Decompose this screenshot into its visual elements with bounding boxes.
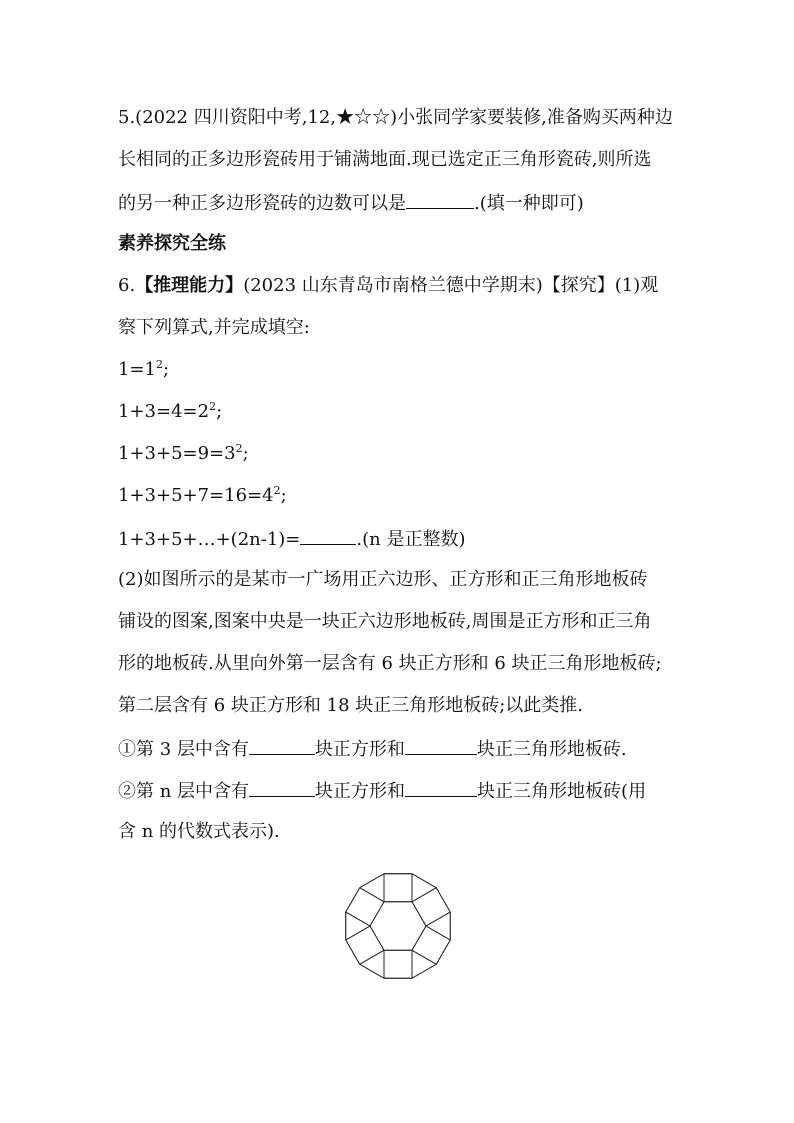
q6-tag: 【推理能力】	[135, 275, 244, 296]
eq2-exponent: 2	[209, 400, 217, 413]
layer1-square	[384, 950, 412, 978]
sub2-blank-triangles[interactable]	[405, 778, 477, 797]
subquestion-2	[118, 778, 646, 804]
q6-part2-line-4: 第二层含有 6 块正方形和 18 块正三角形地板砖;以此类推.	[118, 695, 584, 716]
section-title: 素养探究全练	[118, 233, 226, 254]
subquestion-2-cont: 含 n 的代数式表示).	[118, 821, 280, 842]
q6-line-1-text: (2023 山东青岛市南格兰德中学期末)【探究】(1)观	[243, 275, 659, 296]
eq2-text: 1+3=4=2	[118, 401, 210, 422]
sub2-text: ②第 n 层中含有	[118, 781, 250, 802]
layer1-square	[346, 888, 384, 926]
layer1-triangle	[412, 950, 436, 978]
eq4-text: 1+3+5+7=16=4	[118, 485, 274, 506]
q5-line-1: 5.(2022 四川资阳中考,12,★☆☆)小张同学家要装修,准备购买两种边	[118, 107, 673, 128]
q5-line-3	[118, 190, 584, 216]
q6-part2-line-1: (2)如图所示的是某市一广场用正六边形、正方形和正三角形地板砖	[118, 569, 648, 590]
q5-line-3-tail: .(填一种即可)	[474, 193, 584, 214]
eq4-end: ;	[280, 485, 287, 506]
layer1-square	[346, 926, 384, 964]
sub2-blank-squares[interactable]	[249, 778, 315, 797]
q5-line-3-text: 的另一种正多边形瓷砖的边数可以是	[118, 193, 406, 214]
eq5-text: 1+3+5+…+(2n-1)=	[118, 529, 301, 550]
eq5-tail: .(n 是正整数)	[356, 529, 466, 550]
layer1-square	[384, 874, 412, 902]
sub1-blank-triangles[interactable]	[405, 736, 477, 755]
sub1-tail: 块正三角形地板砖.	[476, 739, 627, 760]
q6-part2-line-2: 铺设的图案,图案中央是一块正六边形地板砖,周围是正方形和正三角	[118, 611, 652, 632]
equation-2	[118, 400, 222, 424]
tiling-lines	[346, 874, 451, 979]
equation-1	[118, 358, 169, 382]
sub1-text: ①第 3 层中含有	[118, 739, 249, 760]
sub2-mid: 块正方形和	[315, 781, 406, 802]
eq1-end: ;	[163, 359, 170, 380]
eq3-text: 1+3+5=9=3	[118, 443, 236, 464]
sub1-mid: 块正方形和	[314, 739, 405, 760]
layer1-triangle	[412, 874, 436, 902]
q6-number: 6.	[118, 275, 136, 296]
q5-line-2: 长相同的正多边形瓷砖用于铺满地面.现已选定正三角形瓷砖,则所选	[118, 149, 652, 170]
eq1-text: 1=1	[118, 359, 156, 380]
outer-dodecagon	[346, 874, 451, 979]
eq1-exponent: 2	[156, 358, 163, 371]
center-hexagon	[370, 902, 426, 951]
eq2-end: ;	[216, 401, 223, 422]
q6-line-1	[118, 274, 658, 298]
eq3-exponent: 2	[235, 442, 243, 455]
layer1-triangle	[360, 874, 384, 902]
layer1-triangle	[360, 950, 384, 978]
tiling-figure	[318, 846, 478, 1006]
sub1-blank-squares[interactable]	[249, 736, 315, 755]
q6-line-2: 察下列算式,并完成填空:	[118, 317, 310, 338]
equation-4	[118, 484, 287, 508]
q6-part2-line-3: 形的地板砖.从里向外第一层含有 6 块正方形和 6 块正三角形地板砖;	[118, 653, 662, 674]
layer1-triangle	[426, 912, 450, 940]
subquestion-1	[118, 736, 627, 762]
layer1-square	[412, 926, 450, 964]
sub2-tail: 块正三角形地板砖(用	[477, 781, 647, 802]
equation-3	[118, 442, 249, 466]
layer1-square	[412, 888, 450, 926]
eq5-answer-blank[interactable]	[300, 526, 356, 545]
equation-5	[118, 526, 465, 552]
eq3-end: ;	[242, 443, 249, 464]
q5-answer-blank[interactable]	[406, 190, 474, 209]
layer1-triangle	[346, 912, 370, 940]
eq4-exponent: 2	[273, 484, 281, 497]
